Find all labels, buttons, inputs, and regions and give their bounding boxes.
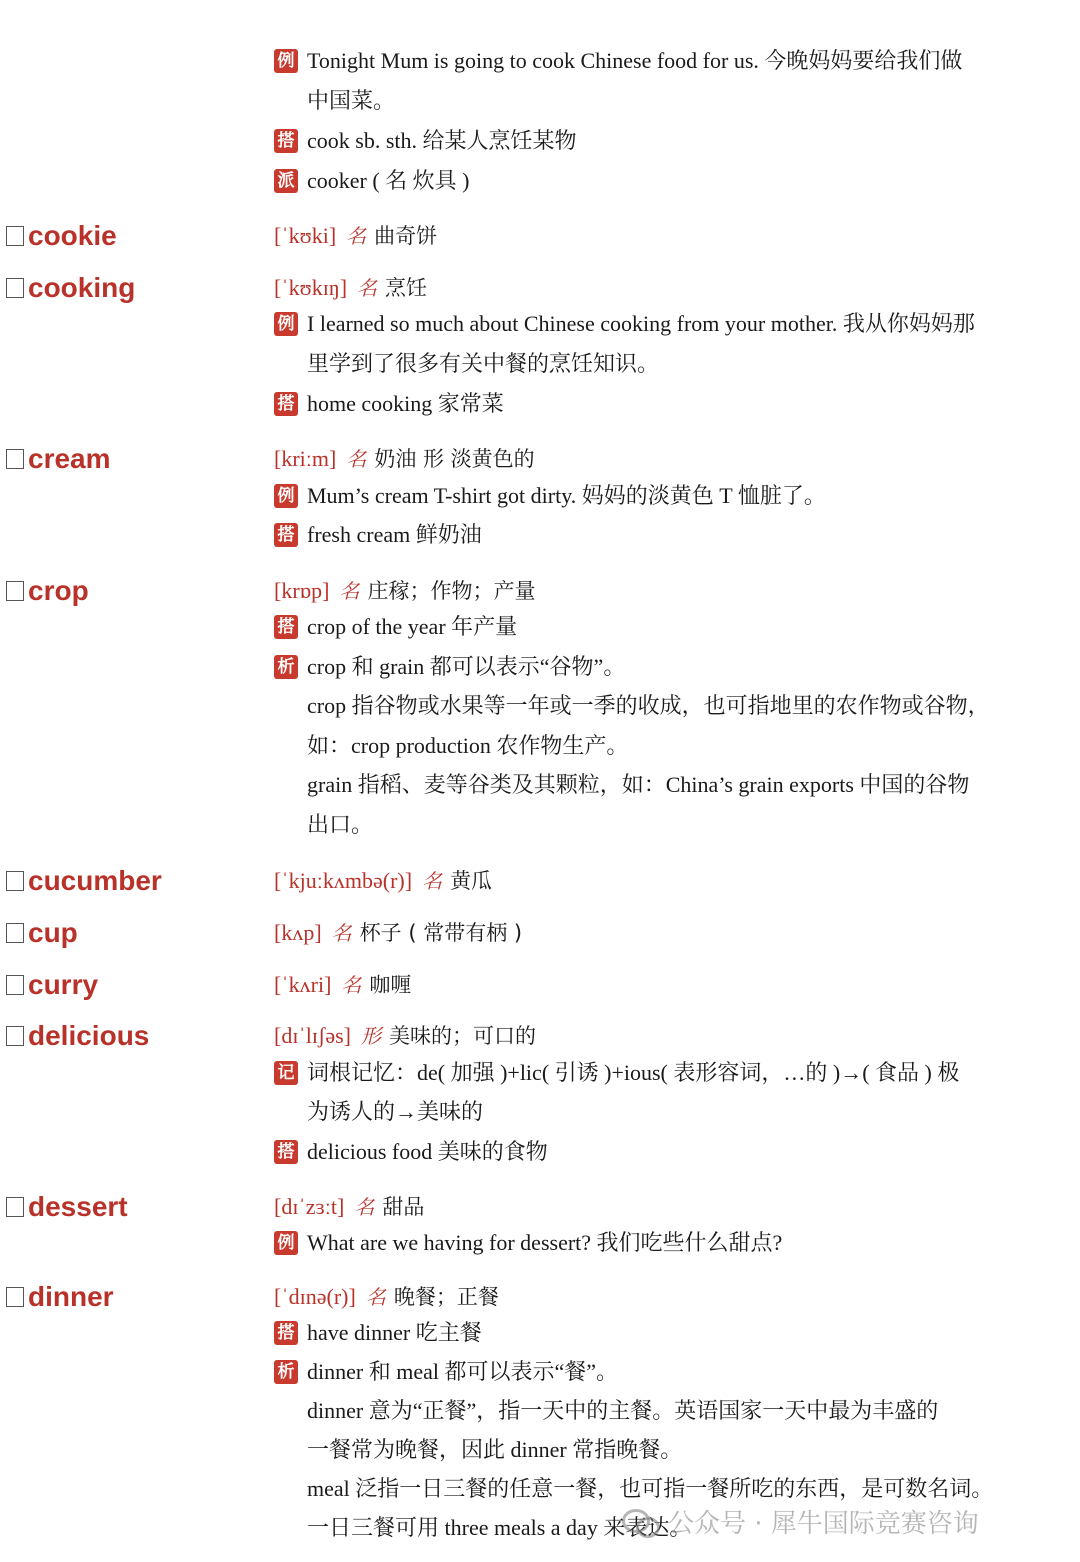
continuation-line: grain 指稻、麦等谷类及其颗粒，如：China’s grain exports 中国的谷物 [307, 772, 970, 797]
checkbox-icon[interactable] [6, 278, 24, 298]
collocation-tag-icon: 搭 [274, 129, 298, 153]
checkbox-icon[interactable] [6, 975, 24, 995]
continuation-line: 为诱人的→美味的 [307, 1099, 484, 1124]
analysis-line: 析 crop 和 grain 都可以表示“谷物”。 [274, 650, 1050, 684]
collocation-tag-icon: 搭 [274, 523, 298, 547]
example-tag-icon: 例 [274, 1231, 298, 1255]
checkbox-icon[interactable] [6, 449, 24, 469]
continuation-line: meal 泛指一日三餐的任意一餐，也可指一餐所吃的东西，是可数名词。 [307, 1476, 994, 1501]
headword-cup: cup [6, 916, 78, 950]
collocation-line: 搭 home cooking 家常菜 [274, 387, 1050, 421]
headword-curry: curry [6, 968, 98, 1002]
watermark: 公众号 · 犀牛国际竞赛咨询 [620, 1503, 979, 1540]
headword-delicious: delicious [6, 1019, 149, 1053]
checkbox-icon[interactable] [6, 1197, 24, 1217]
example-tag-icon: 例 [274, 484, 298, 508]
headword-cooking: cooking [6, 271, 135, 305]
definition-line: [ˈkʊki] 名 曲奇饼 [274, 223, 438, 248]
collocation-line: 搭 crop of the year 年产量 [274, 610, 1050, 644]
collocation-tag-icon: 搭 [274, 1321, 298, 1345]
continuation-line: 一日三餐可用 three meals a day 来表达。 [307, 1515, 692, 1540]
continuation-line: 里学到了很多有关中餐的烹饪知识。 [307, 351, 660, 376]
continuation-line: 出口。 [307, 812, 374, 837]
collocation-line: 搭 cook sb. sth. 给某人烹饪某物 [274, 124, 1050, 158]
continuation-line: dinner 意为“正餐”，指一天中的主餐。英语国家一天中最为丰盛的 [307, 1398, 939, 1423]
example-tag-icon: 例 [274, 49, 298, 73]
continuation-line: 如：crop production 农作物生产。 [307, 733, 629, 758]
continuation-line: 一餐常为晚餐，因此 dinner 常指晚餐。 [307, 1437, 683, 1462]
definition-line: [ˈkjuːkʌmbə(r)] 名 黄瓜 [274, 868, 493, 893]
collocation-tag-icon: 搭 [274, 1140, 298, 1164]
memory-line: 记 词根记忆：de( 加强 )+lic( 引诱 )+ious( 表形容词，…的 )→( 食品 ) 极 [274, 1056, 1050, 1090]
collocation-line: 搭 fresh cream 鲜奶油 [274, 518, 1050, 552]
wechat-icon [620, 1507, 660, 1537]
collocation-line: 搭 delicious food 美味的食物 [274, 1135, 1050, 1169]
headword-crop: crop [6, 574, 89, 608]
headword-dinner: dinner [6, 1280, 114, 1314]
definition-line: [krɒp] 名 庄稼；作物；产量 [274, 578, 536, 603]
collocation-tag-icon: 搭 [274, 615, 298, 639]
collocation-tag-icon: 搭 [274, 392, 298, 416]
definition-line: [kʌp] 名 杯子 ( 常带有柄 ) [274, 920, 523, 945]
derivative-line: 派 cooker ( 名 炊具 ) [274, 164, 1050, 198]
example-line: 例 What are we having for dessert? 我们吃些什么甜点? [274, 1226, 1050, 1260]
definition-line: [dɪˈzɜːt] 名 甜品 [274, 1194, 425, 1219]
example-line: 例 I learned so much about Chinese cooking from your mother. 我从你妈妈那 [274, 307, 1050, 341]
headword-cream: cream [6, 442, 111, 476]
headword-cucumber: cucumber [6, 864, 162, 898]
memory-tag-icon: 记 [274, 1061, 298, 1085]
derivative-tag-icon: 派 [274, 169, 298, 193]
analysis-tag-icon: 析 [274, 1360, 298, 1384]
definition-line: [kriːm] 名 奶油 形 淡黄色的 [274, 446, 535, 471]
analysis-line: 析 dinner 和 meal 都可以表示“餐”。 [274, 1355, 1050, 1389]
definition-line: [ˈkʊkɪŋ] 名 烹饪 [274, 275, 428, 300]
definition-line: [ˈdɪnə(r)] 名 晚餐；正餐 [274, 1284, 499, 1309]
analysis-tag-icon: 析 [274, 655, 298, 679]
example-line: 例 Mum’s cream T-shirt got dirty. 妈妈的淡黄色 T 恤脏了。 [274, 479, 1050, 513]
headword-dessert: dessert [6, 1190, 128, 1224]
checkbox-icon[interactable] [6, 226, 24, 246]
example-tag-icon: 例 [274, 312, 298, 336]
definition-line: [dɪˈlɪʃəs] 形 美味的；可口的 [274, 1023, 536, 1048]
definition-line: [ˈkʌri] 名 咖喱 [274, 972, 412, 997]
checkbox-icon[interactable] [6, 1026, 24, 1046]
checkbox-icon[interactable] [6, 1287, 24, 1307]
continuation-line: crop 指谷物或水果等一年或一季的收成，也可指地里的农作物或谷物， [307, 693, 990, 718]
example-line: 例 Tonight Mum is going to cook Chinese food for us. 今晚妈妈要给我们做 [274, 44, 1050, 78]
checkbox-icon[interactable] [6, 581, 24, 601]
checkbox-icon[interactable] [6, 871, 24, 891]
headword-cookie: cookie [6, 219, 117, 253]
checkbox-icon[interactable] [6, 923, 24, 943]
continuation-line: 中国菜。 [307, 88, 396, 113]
collocation-line: 搭 have dinner 吃主餐 [274, 1316, 1050, 1350]
